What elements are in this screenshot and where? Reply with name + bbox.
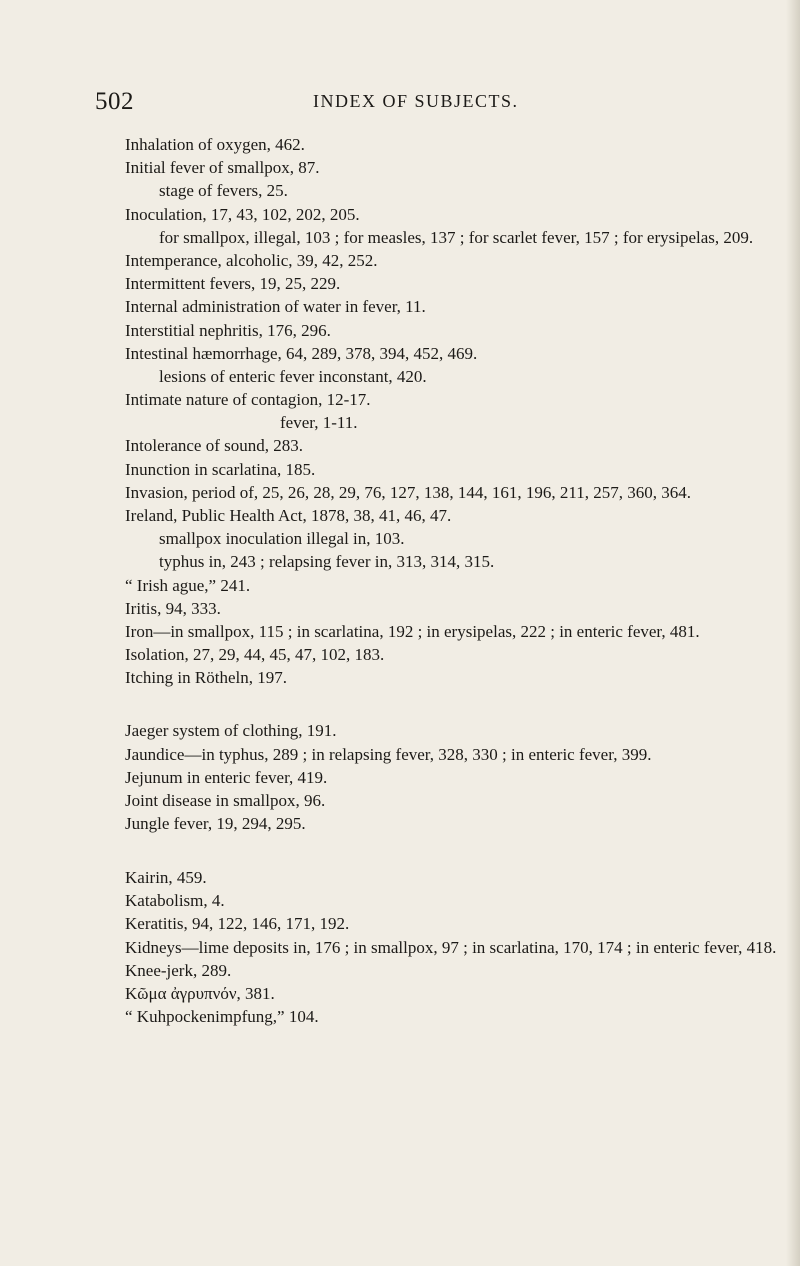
index-entry: Initial fever of smallpox, 87.: [125, 158, 320, 178]
index-entry: Intemperance, alcoholic, 39, 42, 252.: [125, 250, 378, 270]
index-entry: Invasion, period of, 25, 26, 28, 29, 76, 127, 138, 144, 161, 196, 211, 257, 360, 364.: [125, 482, 692, 502]
page-header: [95, 88, 735, 118]
index-subentry: lesions of enteric fever inconstant, 420.: [159, 366, 427, 386]
index-entry: Inoculation, 17, 43, 102, 202, 205.: [125, 204, 360, 224]
index-entry: Jungle fever, 19, 294, 295.: [125, 814, 306, 834]
index-entry: Kairin, 459.: [125, 868, 207, 888]
index-subentry: fever, 1-11.: [280, 413, 358, 433]
index-entry: Ireland, Public Health Act, 1878, 38, 41, 46, 47.: [125, 506, 452, 525]
index-entry: “ Irish ague,” 241.: [125, 575, 251, 595]
index-subentry: for smallpox, illegal, 103 ; for measles, 137 ; for scarlet fever, 157 ; for erysipelas, 209.: [159, 227, 754, 247]
index-entry: Knee-jerk, 289.: [125, 960, 232, 980]
index-entry: Interstitial nephritis, 176, 296.: [125, 320, 331, 340]
index-body: [125, 135, 795, 1027]
index-entry: Katabolism, 4.: [125, 891, 225, 911]
index-entry: Iron—in smallpox, 115 ; in scarlatina, 192 ; in erysipelas, 222 ; in enteric fever, 481.: [125, 621, 700, 641]
index-entry: Jaeger system of clothing, 191.: [125, 721, 337, 741]
index-subentry: stage of fevers, 25.: [159, 181, 288, 201]
index-entry: Iritis, 94, 333.: [125, 598, 221, 618]
index-entry: Intermittent fevers, 19, 25, 229.: [125, 274, 341, 294]
running-title: INDEX OF SUBJECTS.: [313, 91, 519, 111]
index-entry: Jaundice—in typhus, 289 ; in relapsing fever, 328, 330 ; in enteric fever, 399.: [125, 744, 652, 764]
index-entry: Joint disease in smallpox, 96.: [125, 790, 326, 810]
index-entry: Isolation, 27, 29, 44, 45, 47, 102, 183.: [125, 645, 385, 665]
index-entry: Internal administration of water in fever, 11.: [125, 297, 426, 317]
index-entry: Inhalation of oxygen, 462.: [125, 135, 305, 154]
page-number: 502: [95, 88, 134, 115]
index-entry: Κῶμα ἀγρυπνόν, 381.: [125, 984, 275, 1003]
index-subentry: typhus in, 243 ; relapsing fever in, 313, 314, 315.: [159, 552, 495, 572]
index-entry: Intimate nature of contagion, 12-17.: [125, 390, 371, 410]
index-entry: Inunction in scarlatina, 185.: [125, 459, 316, 479]
index-entry: Kidneys—lime deposits in, 176 ; in smallpox, 97 ; in scarlatina, 170, 174 ; in enteric fever, 418.: [125, 937, 777, 957]
index-entry: “ Kuhpockenimpfung,” 104.: [125, 1007, 319, 1027]
index-entry: Jejunum in enteric fever, 419.: [125, 767, 328, 787]
page-edge-shadow: [786, 0, 800, 1266]
index-entry: Itching in Rötheln, 197.: [125, 668, 287, 688]
index-entry: Keratitis, 94, 122, 146, 171, 192.: [125, 914, 350, 934]
index-entry: Intestinal hæmorrhage, 64, 289, 378, 394, 452, 469.: [125, 343, 478, 363]
index-subentry: smallpox inoculation illegal in, 103.: [159, 529, 405, 549]
index-entry: Intolerance of sound, 283.: [125, 436, 303, 456]
